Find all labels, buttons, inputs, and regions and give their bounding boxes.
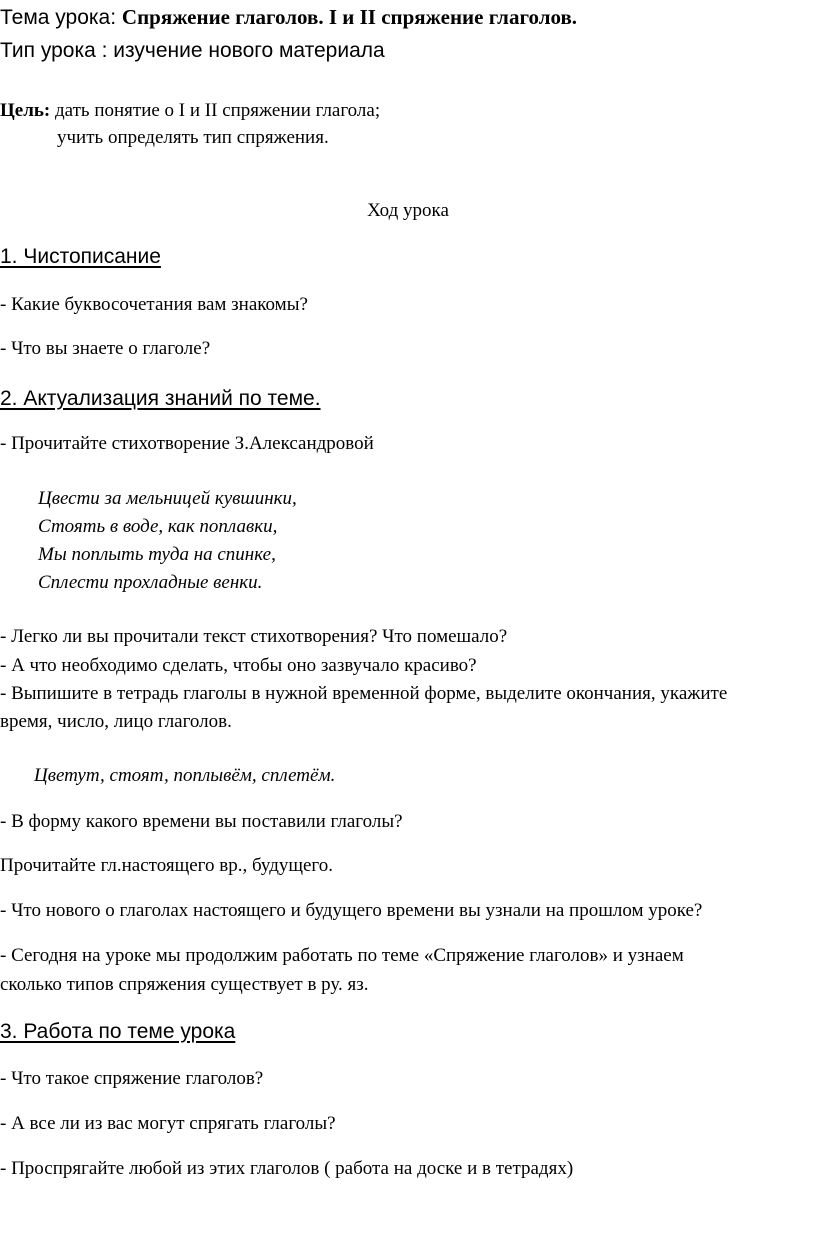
section-1-question-1: - Какие буквосочетания вам знакомы? [0, 294, 308, 315]
topic-value: Спряжение глаголов. I и II спряжение глаголов. [121, 5, 578, 29]
topic-label: Тема урока: [0, 6, 122, 29]
section-2-question-1: - Легко ли вы прочитали текст стихотворения? Что помешало? [0, 626, 508, 647]
goal-line-1 [0, 99, 380, 123]
lesson-type-line: Тип урока : изучение нового материала [0, 39, 385, 62]
section-2-question-6: - Что нового о глаголах настоящего и будущего времени вы узнали на прошлом уроке? [0, 900, 703, 921]
section-2-question-3-line-1: - Выпишите в тетрадь глаголы в нужной временной форме, выделите окончания, укажите [0, 683, 728, 704]
poem-line-4: Сплести прохладные венки. [38, 572, 263, 593]
section-2-title: 2. Актуализация знаний по теме. [0, 387, 321, 410]
section-2-question-5: Прочитайте гл.настоящего вр., будущего. [0, 855, 334, 876]
section-2-question-4: - В форму какого времени вы поставили глаголы? [0, 811, 403, 832]
section-3-question-3: - Проспрягайте любой из этих глаголов ( работа на доске и в тетрадях) [0, 1158, 574, 1179]
section-1-title: 1. Чистописание [0, 245, 161, 268]
section-2-question-3-line-2: время, число, лицо глаголов. [0, 711, 232, 732]
goal-text-1: дать понятие о I и II спряжении глагола; [50, 100, 381, 121]
poem-line-1: Цвести за мельницей кувшинки, [38, 488, 297, 509]
lesson-heading: Ход урока [367, 200, 449, 221]
section-2-question-7-line-1: - Сегодня на уроке мы продолжим работать по теме «Спряжение глаголов» и узнаем [0, 945, 684, 966]
poem-line-3: Мы поплыть туда на спинке, [38, 544, 276, 565]
section-2-question-2: - А что необходимо сделать, чтобы оно зазвучало красиво? [0, 655, 477, 676]
section-3-question-1: - Что такое спряжение глаголов? [0, 1068, 264, 1089]
goal-line-2: учить определять тип спряжения. [57, 127, 329, 148]
goal-label: Цель: [0, 100, 51, 121]
section-3-title: 3. Работа по теме урока [0, 1020, 236, 1043]
verbs-line: Цветут, стоят, поплывём, сплетём. [34, 765, 336, 786]
section-1-question-2: - Что вы знаете о глаголе? [0, 338, 211, 359]
section-2-intro: - Прочитайте стихотворение З.Александровой [0, 433, 374, 454]
section-2-question-7-line-2: сколько типов спряжения существует в ру. яз. [0, 974, 369, 995]
poem-line-2: Стоять в воде, как поплавки, [38, 516, 278, 537]
topic-line [0, 4, 577, 31]
section-3-question-2: - А все ли из вас могут спрягать глаголы? [0, 1113, 336, 1134]
